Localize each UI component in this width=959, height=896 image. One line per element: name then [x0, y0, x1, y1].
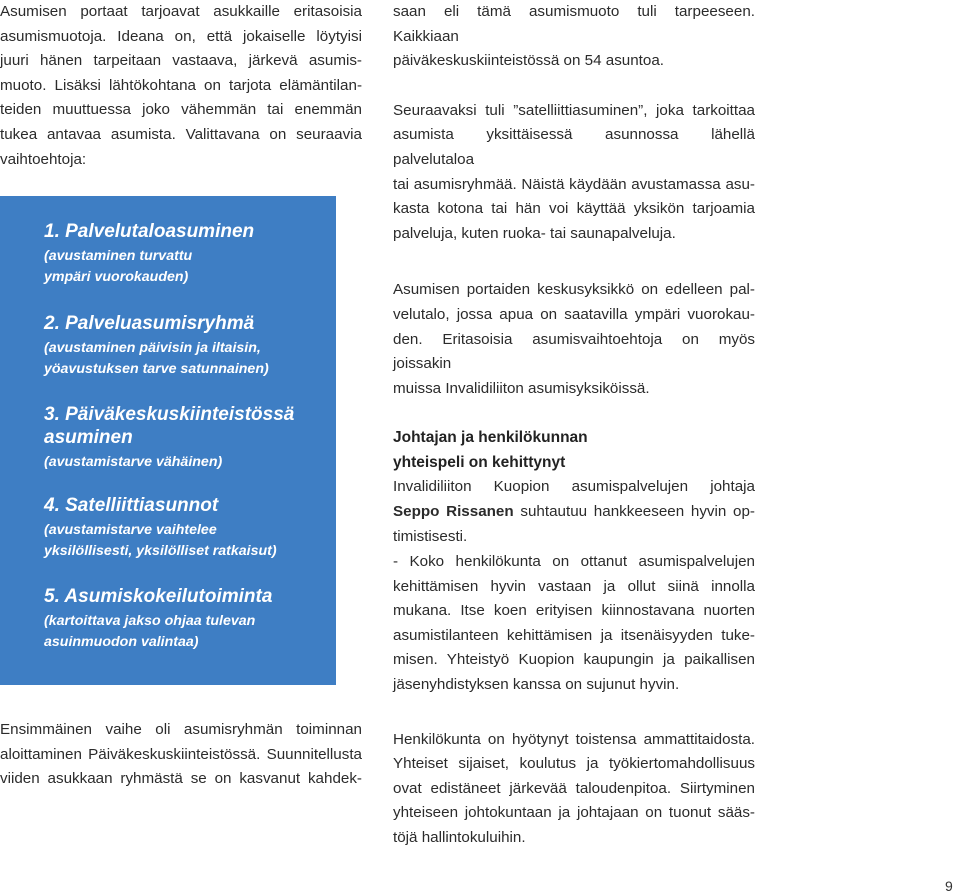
- text-line: den. Eritasoisia asumisvaihtoehtoja on myös joissakin: [393, 330, 755, 373]
- text-line: teiden muuttuessa joko vähemmän tai enemmän: [0, 101, 362, 119]
- text-line: juuri hänen tarpeitaan vastaava, järkevä asumis-: [0, 52, 362, 70]
- text-line: saan eli tämä asumismuoto tuli tarpeeseen. Kaikkiaan: [393, 3, 755, 45]
- text-line: ovat edistäneet järkevää taloudenpitoa. Siirtyminen: [393, 779, 755, 797]
- housing-option-description: (avustamistarve vaihtelee: [44, 522, 217, 538]
- text-line: - Koko henkilökunta on ottanut asumispalvelujen: [393, 553, 755, 571]
- text-line: Invalidiliiton Kuopion asumispalvelujen johtaja: [393, 478, 755, 496]
- text-line: tukea antavaa asumista. Valittavana on seuraavia: [0, 125, 362, 143]
- quote-paragraph: [393, 550, 755, 698]
- text-line: töjä hallintokuluihin.: [393, 829, 526, 847]
- text-line: palveluja, kuten ruoka- tai saunapalveluja.: [393, 224, 676, 242]
- paragraph-continuation: [393, 0, 755, 74]
- housing-option: [44, 403, 329, 473]
- housing-option-description: (avustaminen turvattu: [44, 248, 193, 264]
- text-line: Henkilökunta on hyötynyt toistensa ammattitaidosta.: [393, 730, 755, 748]
- text-line: mukana. Itse koen erityisen kiinnostavana nuorten: [393, 602, 755, 620]
- text-line: yhteiseen johtokuntaan ja johtajaan on tuonut sääs-: [393, 804, 755, 822]
- housing-option-title: asuminen: [44, 427, 133, 448]
- heading-line: yhteispeli on kehittynyt: [393, 454, 566, 472]
- housing-option-description: (kartoittava jakso ohjaa tulevan: [44, 613, 256, 629]
- text-line: asumista yksittäisessä asunnossa lähellä palvelutaloa: [393, 126, 755, 168]
- housing-option: [44, 585, 329, 653]
- heading-line: Johtajan ja henkilökunnan: [393, 429, 588, 447]
- text-line: Asumisen portaat tarjoavat asukkaille eritasoisia: [0, 3, 362, 20]
- text-line: Seuraavaksi tuli ”satelliittiasuminen”, joka tarkoittaa: [393, 101, 755, 119]
- housing-option-description: ympäri vuorokauden): [44, 269, 189, 285]
- text-line: Ensimmäinen vaihe oli asumisryhmän toiminnan: [0, 721, 362, 738]
- text-line: misen. Yhteistyö Kuopion kaupungin ja paikallisen: [393, 651, 755, 669]
- text-line: kehittämisen hyvin vastaan ja ollut siinä innolla: [393, 577, 755, 595]
- housing-option-title: 1. Palvelutaloasuminen: [44, 221, 255, 242]
- housing-option: [44, 494, 329, 562]
- text-line: asumismuotoja. Ideana on, että jokaiselle löytyisi: [0, 27, 362, 45]
- housing-option-title: 5. Asumiskokeilutoiminta: [44, 586, 273, 607]
- housing-option: [44, 220, 329, 288]
- text-line: aloittaminen Päiväkeskuskiinteistössä. Suunnitellusta: [0, 745, 362, 763]
- housing-option-description: (avustamistarve vähäinen): [44, 454, 223, 470]
- text-span: suhtautuu hankkeeseen hyvin op-: [513, 502, 755, 520]
- director-paragraph: [393, 475, 755, 549]
- satellite-paragraph: [393, 99, 755, 247]
- text-line: viiden asukkaan ryhmästä se on kasvanut kahdek-: [0, 770, 362, 788]
- central-unit-paragraph: [393, 278, 755, 401]
- right-column: [393, 0, 755, 851]
- left-closing-paragraph: [0, 718, 362, 792]
- text-line: timistisesti.: [393, 527, 468, 545]
- text-line: kasta kotona tai hän voi käyttää yksikön tarjoamia: [393, 200, 755, 218]
- text-line: velutalo, jossa apua on saatavilla ympäri vuorokau-: [393, 305, 755, 323]
- staff-paragraph: [393, 728, 755, 851]
- text-line: tai asumisryhmää. Näistä käydään avustamassa asu-: [393, 175, 755, 193]
- text-line: vaihtoehtoja:: [0, 150, 87, 168]
- text-line: Yhteiset sijaiset, koulutus ja työkiertomahdollisuus: [393, 755, 755, 773]
- section-heading: [393, 425, 755, 475]
- housing-option-description: yöavustuksen tarve satunnainen): [44, 361, 269, 377]
- text-line: päiväkeskuskiinteistössä on 54 asuntoa.: [393, 52, 665, 70]
- housing-option-description: (avustaminen päivisin ja iltaisin,: [44, 340, 261, 356]
- left-intro-paragraph: [0, 0, 362, 172]
- housing-option-title: 3. Päiväkeskuskiinteistössä: [44, 404, 295, 425]
- housing-option: [44, 312, 329, 380]
- text-line: asumistilanteen kehittämisen ja itsenäisyyden tuke-: [393, 626, 755, 644]
- text-line: jäsenyhdistyksen kanssa on sujunut hyvin.: [393, 676, 680, 694]
- housing-option-title: 4. Satelliittiasunnot: [44, 495, 219, 516]
- page-number: 9: [945, 878, 953, 894]
- housing-option-title: 2. Palveluasumisryhmä: [44, 313, 255, 334]
- housing-options-box: [0, 196, 336, 685]
- text-line: Asumisen portaiden keskusyksikkö on edelleen pal-: [393, 281, 755, 299]
- text-line: muoto. Lisäksi lähtökohtana on tarjota elämäntilan-: [0, 76, 362, 94]
- housing-option-description: asuinmuodon valintaa): [44, 634, 199, 650]
- person-name: Seppo Rissanen: [393, 502, 514, 520]
- text-line: muissa Invalidiliiton asumisyksiköissä.: [393, 379, 650, 397]
- text-line: [393, 500, 755, 525]
- housing-option-description: yksilöllisesti, yksilölliset ratkaisut): [44, 543, 277, 559]
